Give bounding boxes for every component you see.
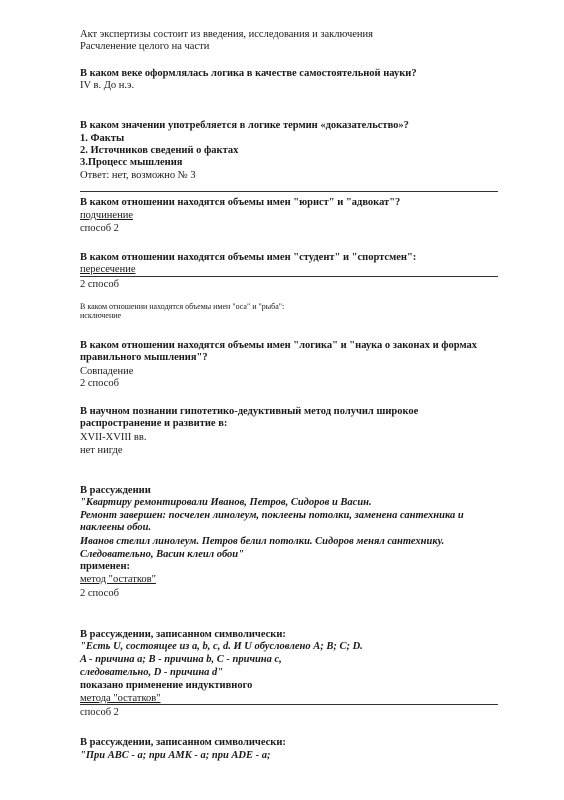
q1-answer: IV в. До н.э. bbox=[80, 80, 135, 91]
q8-text-line-1: "Квартиру ремонтировали Иванов, Петров, Сидоров и Васин. bbox=[80, 497, 372, 508]
q4-method: 2 способ bbox=[80, 279, 119, 290]
q8-text-line-5: Следовательно, Васин клеил обои" bbox=[80, 549, 244, 560]
q6-question-line1: В каком отношении находятся объемы имен "логика" и "наука о законах и формах bbox=[80, 340, 478, 351]
q4-question: В каком отношении находятся объемы имен "студент" и "спортсмен": bbox=[80, 252, 417, 263]
q7-question-line1: В научном познании гипотетико-дедуктивный метод получил широкое bbox=[80, 406, 419, 417]
q8-text-line-3: наклеены обои. bbox=[80, 522, 152, 533]
q3-answer: подчинение bbox=[80, 210, 133, 221]
q7-question-line2: распространение и развитие в: bbox=[80, 418, 228, 429]
divider bbox=[80, 704, 498, 705]
q9-applied: показано применение индуктивного bbox=[80, 680, 253, 691]
q6-question-line2: правильного мышления"? bbox=[80, 352, 208, 363]
q2-option-1: 1. Факты bbox=[80, 133, 125, 144]
q8-text-line-2: Ремонт завершен: посчелен линолеум, поклеены потолки, заменена сантехника и bbox=[80, 510, 464, 521]
q9-text-line-2: A - причина a; B - причина b, C - причина c, bbox=[80, 654, 282, 665]
divider bbox=[80, 276, 498, 277]
q7-note: нет нигде bbox=[80, 445, 123, 456]
q6-method: 2 способ bbox=[80, 378, 119, 389]
q8-applied: применен: bbox=[80, 561, 131, 572]
q5-question: В каком отношении находятся объемы имен "оса" и "рыба": bbox=[80, 302, 285, 311]
q2-question: В каком значении употребляется в логике термин «доказательство»? bbox=[80, 120, 409, 131]
q6-answer: Совпадение bbox=[80, 366, 134, 377]
q8-method: 2 способ bbox=[80, 588, 119, 599]
q5-answer: исключение bbox=[80, 311, 122, 320]
q9-text-line-3: следовательно, D - причина d" bbox=[80, 667, 224, 678]
q9-method: способ 2 bbox=[80, 707, 119, 718]
q2-option-3: 3.Процесс мышления bbox=[80, 157, 183, 168]
q3-method: способ 2 bbox=[80, 223, 119, 234]
q2-option-2: 2. Источников сведений о фактах bbox=[80, 145, 239, 156]
q10-heading: В рассуждении, записанном символически: bbox=[80, 737, 286, 748]
q3-question: В каком отношении находятся объемы имен "юрист" и "адвокат"? bbox=[80, 197, 401, 208]
q8-text-line-4: Иванов стелил линолеум. Петров белил потолки. Сидоров менял сантехнику. bbox=[80, 536, 445, 547]
header-subtitle: Расчленение целого на части bbox=[80, 41, 210, 52]
q9-text-line-1: "Есть U, состоящее из a, b, c, d. И U обусловлено A; B; C; D. bbox=[80, 641, 363, 652]
q2-answer: Ответ: нет, возможно № 3 bbox=[80, 170, 196, 181]
q9-method-label: метода "остатков" bbox=[80, 693, 161, 704]
header-title: Акт экспертизы состоит из введения, исследования и заключения bbox=[80, 29, 373, 40]
q10-text-line: "При ABC - a; при AMK - a; при ADE - a; bbox=[80, 750, 271, 761]
q8-heading: В рассуждении bbox=[80, 485, 151, 496]
q9-heading: В рассуждении, записанном символически: bbox=[80, 629, 286, 640]
q1-question: В каком веке оформлялась логика в качестве самостоятельной науки? bbox=[80, 68, 417, 79]
q7-answer: XVII-XVIII вв. bbox=[80, 432, 147, 443]
q4-answer: пересечение bbox=[80, 264, 136, 275]
divider bbox=[80, 191, 498, 192]
q8-method-label: метод "остатков" bbox=[80, 574, 156, 585]
